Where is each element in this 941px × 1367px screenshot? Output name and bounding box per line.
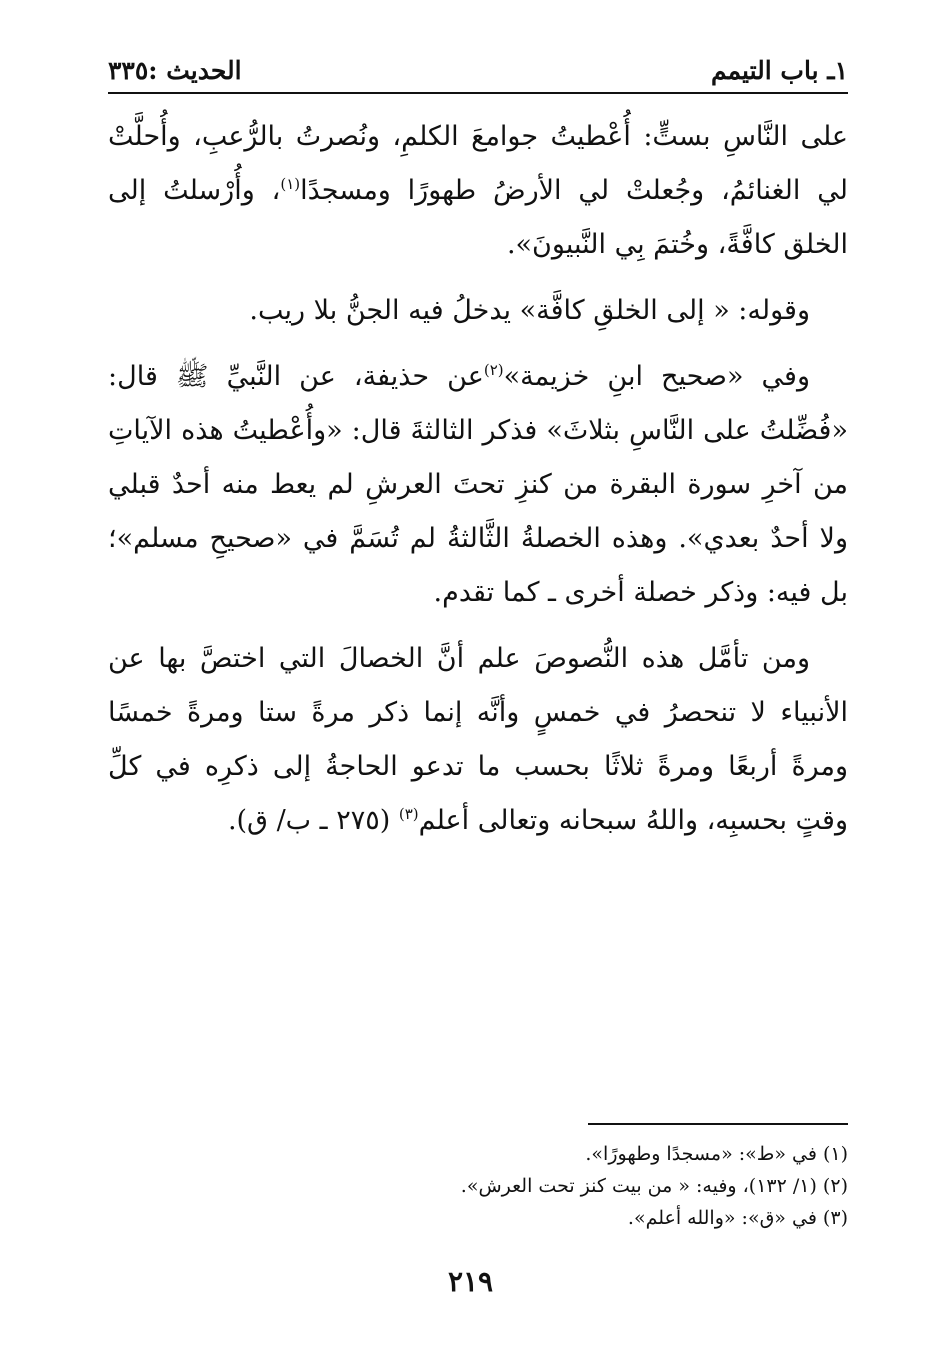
paragraph: [108, 350, 848, 620]
footnote-reference: (١): [280, 175, 301, 193]
paragraph-text: عن حذيفة، عن النَّبيِّ ﷺ قال: «فُضِّلتُ على النَّاسِ بثلاثَ» فذكر الثالثةَ قال: «وأُعْطيتُ هذه الآياتِ من آخرِ سورة البقرة من كنزِ تحتَ العرشِ لم يعط منه أحدٌ قبلي ولا أحدٌ بعدي». وهذه الخصلةُ الثَّالثةُ لم تُسَمَّ في «صحيحِ مسلم»؛ بل فيه: وذكر خصلة أخرى ـ كما تقدم.: [108, 361, 848, 608]
footnotes: [108, 1138, 848, 1234]
paragraph-text: وفي «صحيح ابنِ خزيمة»: [503, 361, 810, 392]
chapter-title: ١ـ باب التيمم: [710, 56, 848, 85]
paragraph-text: ، وأُرْسلتُ إلى الخلق كافَّةً، وخُتمَ بِي النَّبيونَ».: [108, 175, 848, 260]
page-number: ٢١٩: [447, 1265, 494, 1298]
paragraph-text: على النَّاسِ بستٍّ: أُعْطيتُ جوامعَ الكلمِ، ونُصرتُ بالرُّعبِ، وأُحلَّتْ لي الغنائمُ، وجُعلتْ لي الأرضُ طهورًا ومسجدًا: [108, 121, 849, 206]
paragraph: [108, 284, 848, 338]
paragraph: [108, 632, 848, 848]
footnote: (١) في «ط»: «مسجدًا وطهورًا».: [585, 1143, 848, 1165]
paragraph-text: (٢٧٥ ـ ب/ ق).: [227, 805, 399, 836]
paragraph-text: ومن تأمَّل هذه النُّصوصَ علم أنَّ الخصالَ التي اختصَّ بها عن الأنبياء لا تنحصرُ في خمسٍ وأنَّه إنما ذكر مرةً ستا ومرةً خمسًا ومرةً أربعًا ومرةً ثلاثًا بحسب ما تدعو الحاجةُ إلى ذكرِه في كلِّ وقتٍ بحسبِه، واللهُ سبحانه وتعالى أعلم: [108, 643, 848, 836]
footnote-divider: [588, 1123, 848, 1125]
main-text: [108, 110, 848, 860]
footnote-reference: (٣): [398, 805, 419, 823]
footnote-reference: (٢): [483, 361, 504, 379]
hadith-number: الحديث :٣٣٥: [108, 56, 242, 85]
paragraph-text: وقوله: « إلى الخلقِ كافَّة» يدخلُ فيه الجنُّ بلا ريب.: [249, 295, 810, 326]
header-divider: [108, 92, 848, 94]
footnote: (٣) في «ق»: «والله أعلم».: [627, 1207, 848, 1229]
paragraph: [108, 110, 848, 272]
running-header: [108, 52, 848, 90]
footnote: (٢) (١/ ١٣٢)، وفيه: « من بيت كنز تحت العرش».: [460, 1175, 848, 1197]
